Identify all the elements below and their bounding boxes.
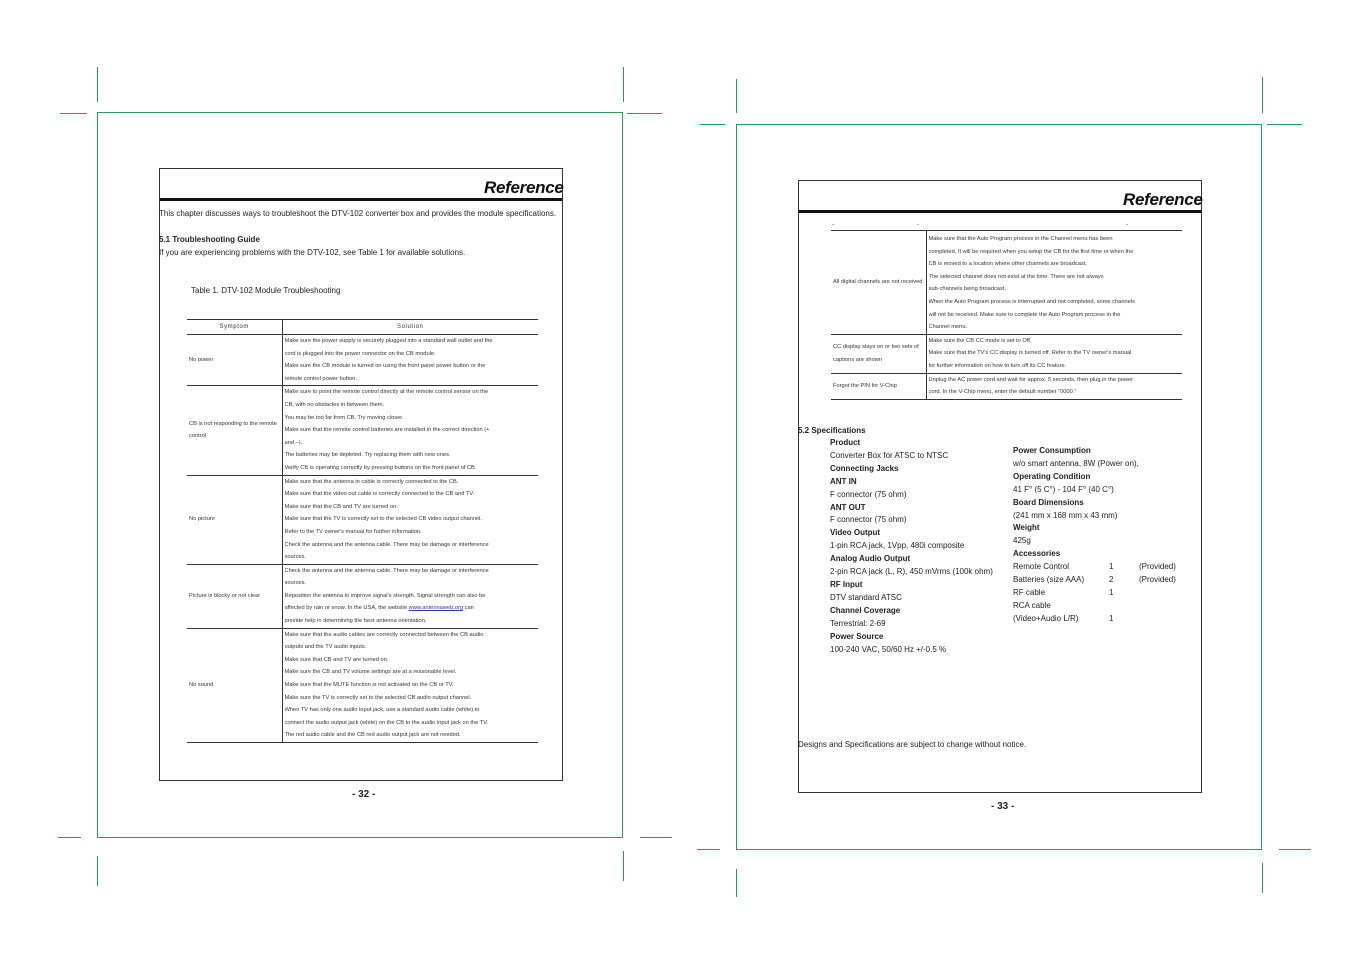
accessory-qty: 2 bbox=[1109, 575, 1114, 585]
solution-line: Check the antenna and the antenna cable. There may be damage or interference bbox=[284, 541, 489, 548]
troubleshooting-table-continued bbox=[831, 230, 1182, 400]
crop-mark bbox=[640, 837, 672, 838]
crop-mark bbox=[623, 67, 624, 102]
accessory-item: (Video+Audio L/R) bbox=[1013, 613, 1079, 623]
accessory-item: Batteries (size AAA) bbox=[1013, 575, 1085, 585]
header-rule bbox=[160, 198, 562, 201]
accessory-row bbox=[1013, 561, 1176, 574]
table-row bbox=[187, 628, 538, 742]
solution-line: for further information on how to turn off its CC feature. bbox=[928, 362, 1067, 369]
solution-line: Make sure that CB and TV are turned on. bbox=[284, 656, 389, 663]
symptom-cell: Forgot the PIN for V-Chip bbox=[831, 373, 926, 399]
crop-mark bbox=[97, 67, 98, 102]
solution-line: CB is moved to a location where other channels are broadcast. bbox=[928, 261, 1087, 268]
solution-line: Channel menu. bbox=[928, 324, 968, 331]
solution-line: Unplug the AC power cord and wait for approx. 5 seconds, then plug in the power bbox=[928, 376, 1134, 383]
crop-mark bbox=[1262, 863, 1263, 893]
spec-section-title: 5.2 Specifications bbox=[798, 426, 866, 435]
crop-mark bbox=[60, 113, 87, 114]
solution-line: connect the audio output jack (white) on the CB to the audio input jack on the TV. bbox=[284, 719, 489, 726]
accessory-row bbox=[1013, 613, 1176, 626]
spec-value: 425g bbox=[1013, 536, 1031, 546]
spec-label: RF Input bbox=[830, 579, 863, 589]
accessory-qty: 1 bbox=[1109, 587, 1114, 597]
symptom-cell: CB is not responding to the remote control bbox=[187, 386, 282, 475]
solution-line: Make sure that the Auto Program process in the Channel menu has been bbox=[928, 236, 1113, 242]
column-header-symptom: Symptom bbox=[187, 320, 282, 335]
solution-line: Make sure that the remote control batteries are installed in the correct direction (+ bbox=[284, 427, 490, 434]
symptom-cell: No sound bbox=[187, 628, 282, 742]
spec-value: Terrestrial: 2-69 bbox=[830, 618, 886, 628]
solution-line: sub-channels being broadcast. bbox=[928, 286, 1006, 293]
solution-line: The selected channel does not exist at the time. There are not always bbox=[928, 273, 1104, 280]
solution-line: Make sure the TV is correctly set to the selected CB audio output channel. bbox=[284, 694, 472, 701]
accessory-row bbox=[1013, 574, 1176, 587]
solution-cell bbox=[282, 628, 538, 742]
spec-value: F connector (75 ohm) bbox=[830, 515, 907, 525]
symptom-cell: No picture bbox=[187, 475, 282, 564]
accessory-row bbox=[1013, 587, 1176, 600]
footer-note: Designs and Specifications are subject to change without notice. bbox=[798, 740, 1027, 749]
crop-mark bbox=[627, 113, 662, 114]
solution-line: cord. In the V-Chip menu, enter the default number "0000." bbox=[928, 389, 1077, 396]
crop-mark bbox=[1262, 77, 1263, 113]
solution-line: Make sure that the TV is correctly set to the selected CB video output channel. bbox=[284, 516, 482, 523]
solution-line: Make sure to point the remote control directly at the remote control sensor on the bbox=[284, 389, 489, 396]
spec-label: Weight bbox=[1013, 523, 1040, 533]
header-rule bbox=[799, 210, 1201, 213]
column-header-solution: Solution bbox=[282, 320, 538, 335]
accessory-row bbox=[1013, 600, 1176, 613]
solution-line: and –). bbox=[284, 439, 303, 446]
header-dot: . bbox=[1126, 218, 1129, 227]
spec-label: Power Source bbox=[830, 631, 884, 641]
solution-line: You may be too far from CB. Try moving closer. bbox=[284, 414, 404, 421]
page-number: - 32 - bbox=[352, 789, 376, 800]
table-row bbox=[187, 564, 538, 628]
table-row bbox=[187, 475, 538, 564]
solution-line: When the Auto Program process is interrupted and not completed, some channels bbox=[928, 298, 1135, 305]
spec-value: 100-240 VAC, 50/60 Hz +/-0.5 % bbox=[830, 644, 947, 654]
header-dot: . bbox=[917, 218, 920, 227]
accessory-item: Remote Control bbox=[1013, 562, 1070, 572]
crop-mark bbox=[736, 79, 737, 113]
spec-value: 2-pin RCA jack (L, R), 450 mVrms (100k ohm) bbox=[830, 567, 993, 577]
page-header-title: Reference bbox=[484, 178, 564, 197]
solution-line: remote control power button. bbox=[284, 375, 357, 382]
section-intro: If you are experiencing problems with the DTV-102, see Table 1 for available solutions. bbox=[159, 248, 466, 257]
solution-line: Make sure that the CB and TV are turned on. bbox=[284, 503, 398, 510]
table-row bbox=[187, 335, 538, 386]
accessory-item: RCA cable bbox=[1013, 600, 1051, 610]
spec-value: w/o smart antenna, 8W (Power on), bbox=[1013, 458, 1139, 468]
solution-cell bbox=[282, 335, 538, 386]
table-row bbox=[831, 373, 1182, 399]
solution-line: cord is plugged into the power connector on the CB module. bbox=[284, 350, 436, 357]
accessory-qty: 1 bbox=[1109, 562, 1114, 572]
crop-mark bbox=[697, 849, 720, 850]
solution-line: Refer to the TV owner's manual for further information. bbox=[284, 528, 422, 535]
table-row bbox=[831, 334, 1182, 373]
solution-line: The batteries may be depleted. Try replacing them with new ones. bbox=[284, 452, 451, 459]
spec-label: ANT IN bbox=[830, 476, 857, 486]
solution-line: Make sure that the antenna in cable is correctly connected to the CB. bbox=[284, 478, 459, 485]
solution-line: completed. It will be required when you setup the CB for the first time or when the bbox=[928, 248, 1134, 255]
page-header-title: Reference bbox=[1123, 190, 1203, 209]
spec-label: Power Consumption bbox=[1013, 446, 1091, 455]
spec-value: 1-pin RCA jack, 1Vpp, 480i composite bbox=[830, 541, 965, 551]
solution-line: outputs and the TV audio inputs. bbox=[284, 644, 367, 651]
symptom-cell: No power bbox=[187, 335, 282, 386]
solution-line: Make sure that the TV's CC display is turned off. Refer to the TV owner's manual bbox=[928, 350, 1132, 357]
solution-line: will not be received. Make sure to complete the Auto Program process in the bbox=[928, 311, 1121, 318]
solution-text: can bbox=[463, 605, 474, 612]
spec-label: Board Dimensions bbox=[1013, 497, 1084, 507]
spec-label: Connecting Jacks bbox=[830, 463, 899, 473]
solution-cell bbox=[926, 373, 1182, 399]
spec-value: Converter Box for ATSC to NTSC bbox=[830, 450, 949, 460]
antennaweb-link[interactable]: www.antennaweb.org bbox=[408, 605, 464, 612]
spec-label: Channel Coverage bbox=[830, 605, 901, 615]
symptom-cell: CC display stays on or two sets of captions are shown bbox=[831, 334, 926, 373]
solution-line bbox=[285, 602, 537, 615]
spec-value: F connector (75 ohm) bbox=[830, 489, 907, 499]
crop-mark bbox=[1279, 849, 1311, 850]
spec-label: Accessories bbox=[1013, 549, 1061, 559]
spec-label: Product bbox=[830, 438, 861, 447]
accessory-item: RF cable bbox=[1013, 587, 1046, 597]
header-dot: . bbox=[832, 218, 835, 227]
solution-text: affected by rain or snow. In the USA, the website bbox=[284, 605, 409, 612]
spec-label: Operating Condition bbox=[1013, 471, 1091, 481]
crop-mark bbox=[97, 856, 98, 886]
spec-value: 41 F° (5 C°) - 104 F° (40 C°) bbox=[1013, 484, 1114, 494]
solution-line: Reposition the antenna to improve signal's strength. Signal strength can also be bbox=[284, 592, 486, 599]
spec-label: Analog Audio Output bbox=[830, 554, 911, 564]
table-caption: Table 1. DTV-102 Module Troubleshooting bbox=[191, 286, 341, 295]
spec-label: ANT OUT bbox=[830, 502, 866, 512]
solution-line: Verify CB is operating correctly by pressing buttons on the front panel of CB. bbox=[284, 464, 477, 471]
solution-line: provide help in determining the best antenna orientation. bbox=[284, 618, 427, 625]
solution-cell bbox=[282, 564, 538, 628]
solution-cell bbox=[282, 475, 538, 564]
crop-mark bbox=[1267, 124, 1302, 125]
chapter-intro: This chapter discusses ways to troubleshoot the DTV-102 converter box and provides the module specifications. bbox=[159, 209, 557, 218]
solution-line: The red audio cable and the CB red audio output jack are not needed. bbox=[284, 732, 461, 739]
solution-line: Make sure the CB CC mode is set to Off. bbox=[928, 337, 1032, 344]
solution-cell bbox=[282, 386, 538, 475]
solution-cell bbox=[926, 231, 1182, 335]
troubleshooting-table bbox=[187, 319, 538, 743]
solution-line: sources. bbox=[284, 554, 306, 561]
solution-line: Make sure the power supply is securely plugged into a standard wall outlet and the bbox=[284, 338, 493, 344]
solution-line: Make sure that the video out cable is correctly connected to the CB and TV. bbox=[284, 491, 475, 498]
symptom-cell: Picture is blocky or not clear bbox=[187, 564, 282, 628]
solution-line: Make sure that the MUTE function is not activated on the CB or TV. bbox=[284, 682, 454, 689]
solution-line: Make sure that the audio cables are correctly connected between the CB audio bbox=[284, 631, 484, 638]
accessory-note: (Provided) bbox=[1139, 575, 1176, 585]
spec-list-right bbox=[1013, 445, 1176, 626]
solution-line: CB, with no obstacles in between them. bbox=[284, 401, 385, 408]
solution-line: When TV has only one audio input jack, use a standard audio cable (white) to bbox=[284, 707, 480, 714]
crop-mark bbox=[700, 124, 725, 125]
symptom-cell: All digital channels are not received bbox=[831, 231, 926, 335]
accessory-note: (Provided) bbox=[1139, 562, 1176, 572]
crop-mark bbox=[58, 837, 81, 838]
accessory-qty bbox=[1109, 600, 1139, 613]
spec-list-left bbox=[830, 437, 993, 656]
solution-line: Check the antenna and the antenna cable. There may be damage or interference bbox=[284, 567, 489, 574]
page-number: - 33 - bbox=[991, 801, 1015, 812]
spec-value: DTV standard ATSC bbox=[830, 592, 902, 602]
solution-cell bbox=[926, 334, 1182, 373]
crop-mark bbox=[736, 869, 737, 897]
section-title: 5.1 Troubleshooting Guide bbox=[159, 235, 260, 244]
table-row bbox=[187, 386, 538, 475]
solution-line: Make sure the CB and TV volume settings are at a reasonable level. bbox=[284, 669, 457, 676]
spec-value: (241 mm x 168 mm x 43 mm) bbox=[1013, 510, 1118, 520]
table-row bbox=[831, 231, 1182, 335]
spec-label: Video Output bbox=[830, 528, 881, 538]
accessory-qty: 1 bbox=[1109, 613, 1114, 623]
solution-line: Make sure the CB module is turned on using the front panel power button or the bbox=[284, 363, 486, 370]
solution-line: sources. bbox=[284, 580, 306, 587]
crop-mark bbox=[623, 851, 624, 881]
